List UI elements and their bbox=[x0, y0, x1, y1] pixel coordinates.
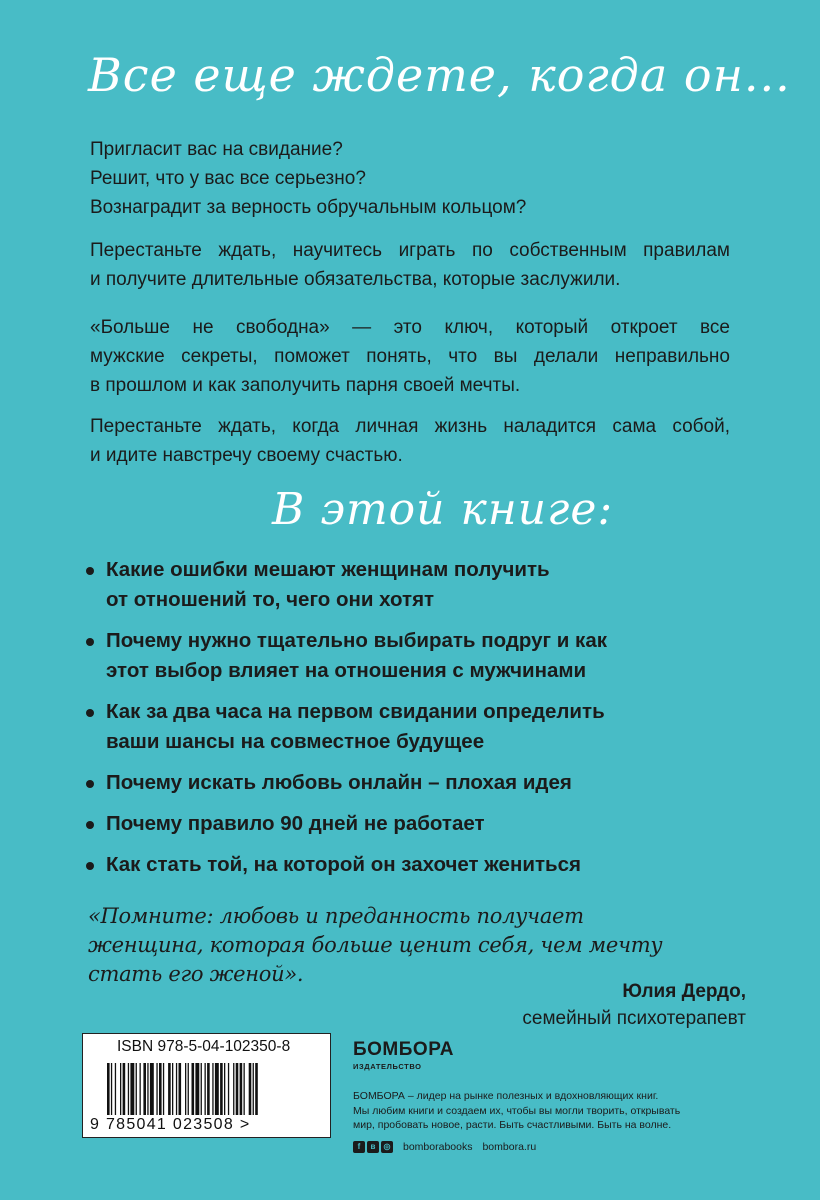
paragraph-line: мужские секреты, поможет понять, что вы делали неправильно bbox=[90, 346, 730, 367]
question-line: Вознаградит за верность обручальным кольцом? bbox=[90, 197, 527, 218]
bullet-dot-icon bbox=[86, 862, 94, 870]
questions-list bbox=[90, 135, 526, 222]
paragraph-line: и идите навстречу своему счастью. bbox=[90, 445, 403, 466]
testimonial-quote: «Помните: любовь и преданность получает женщина, которая больше ценит себя, чем мечту стать его женой». bbox=[88, 904, 663, 986]
bullet-text: Почему нужно тщательно выбирать подруг и как этот выбор влияет на отношения с мужчинами bbox=[106, 629, 607, 682]
paragraph-line: Перестаньте ждать, когда личная жизнь наладится сама собой, bbox=[90, 416, 730, 437]
barcode-icon bbox=[107, 1063, 307, 1115]
bullet-dot-icon bbox=[86, 821, 94, 829]
bullet-item bbox=[86, 555, 746, 615]
paragraph-stop-waiting bbox=[90, 236, 730, 294]
instagram-icon: ◎ bbox=[381, 1141, 393, 1153]
bullet-item bbox=[86, 850, 746, 880]
paragraph-line: «Больше не свободна» — это ключ, который откроет все bbox=[90, 317, 730, 338]
paragraph-happiness bbox=[90, 412, 730, 470]
question-line: Пригласит вас на свидание? bbox=[90, 139, 343, 160]
bullet-text: Почему искать любовь онлайн – плохая идея bbox=[106, 771, 572, 794]
social-icons bbox=[353, 1141, 393, 1153]
bullet-dot-icon bbox=[86, 567, 94, 575]
bullet-dot-icon bbox=[86, 780, 94, 788]
bullet-text: Как стать той, на которой он захочет жениться bbox=[106, 853, 581, 876]
bullet-text: Почему правило 90 дней не работает bbox=[106, 812, 485, 835]
bullet-item bbox=[86, 768, 746, 798]
publisher-website: bombora.ru bbox=[482, 1140, 537, 1153]
vk-icon: в bbox=[367, 1141, 379, 1153]
publisher-social-row bbox=[353, 1141, 753, 1153]
publisher-logo: БОМБОРА bbox=[353, 1039, 454, 1060]
quote-author bbox=[522, 978, 746, 1032]
bullet-text: Как за два часа на первом свидании определить ваши шансы на совместное будущее bbox=[106, 700, 605, 753]
bullet-text: Какие ошибки мешают женщинам получить от отношений то, чего они хотят bbox=[106, 558, 550, 611]
facebook-icon: f bbox=[353, 1141, 365, 1153]
paragraph-line: в прошлом и как заполучить парня своей мечты. bbox=[90, 375, 521, 396]
publisher-description: БОМБОРА – лидер на рынке полезных и вдохновляющих книг. Мы любим книги и создаем их, чтобы вы могли творить, открывать мир, пробовать новое, расти. Быть счастливыми. Быть на волне. bbox=[353, 1090, 681, 1131]
author-title: семейный психотерапевт bbox=[522, 1008, 746, 1029]
isbn-digits: 9 785041 023508 > bbox=[90, 1116, 251, 1133]
bullet-item bbox=[86, 809, 746, 839]
publisher-block bbox=[353, 1040, 753, 1153]
bullet-dot-icon bbox=[86, 638, 94, 646]
bullet-dot-icon bbox=[86, 709, 94, 717]
bullet-list bbox=[86, 555, 746, 880]
publisher-logo-subtitle: ИЗДАТЕЛЬСТВО bbox=[353, 1062, 422, 1071]
isbn-label: ISBN 978-5-04-102350-8 bbox=[117, 1038, 291, 1055]
author-name: Юлия Дердо, bbox=[622, 981, 746, 1002]
headline: Все еще ждете, когда он... bbox=[88, 48, 791, 102]
bullet-item bbox=[86, 626, 746, 686]
subheadline: В этой книге: bbox=[272, 484, 614, 535]
social-handle: bomborabooks bbox=[403, 1140, 473, 1153]
question-line: Решит, что у вас все серьезно? bbox=[90, 168, 366, 189]
paragraph-line: и получите длительные обязательства, которые заслужили. bbox=[90, 269, 621, 290]
paragraph-key bbox=[90, 313, 730, 400]
paragraph-line: Перестаньте ждать, научитесь играть по собственным правилам bbox=[90, 240, 730, 261]
isbn-barcode-box bbox=[82, 1033, 331, 1138]
bullet-item bbox=[86, 697, 746, 757]
